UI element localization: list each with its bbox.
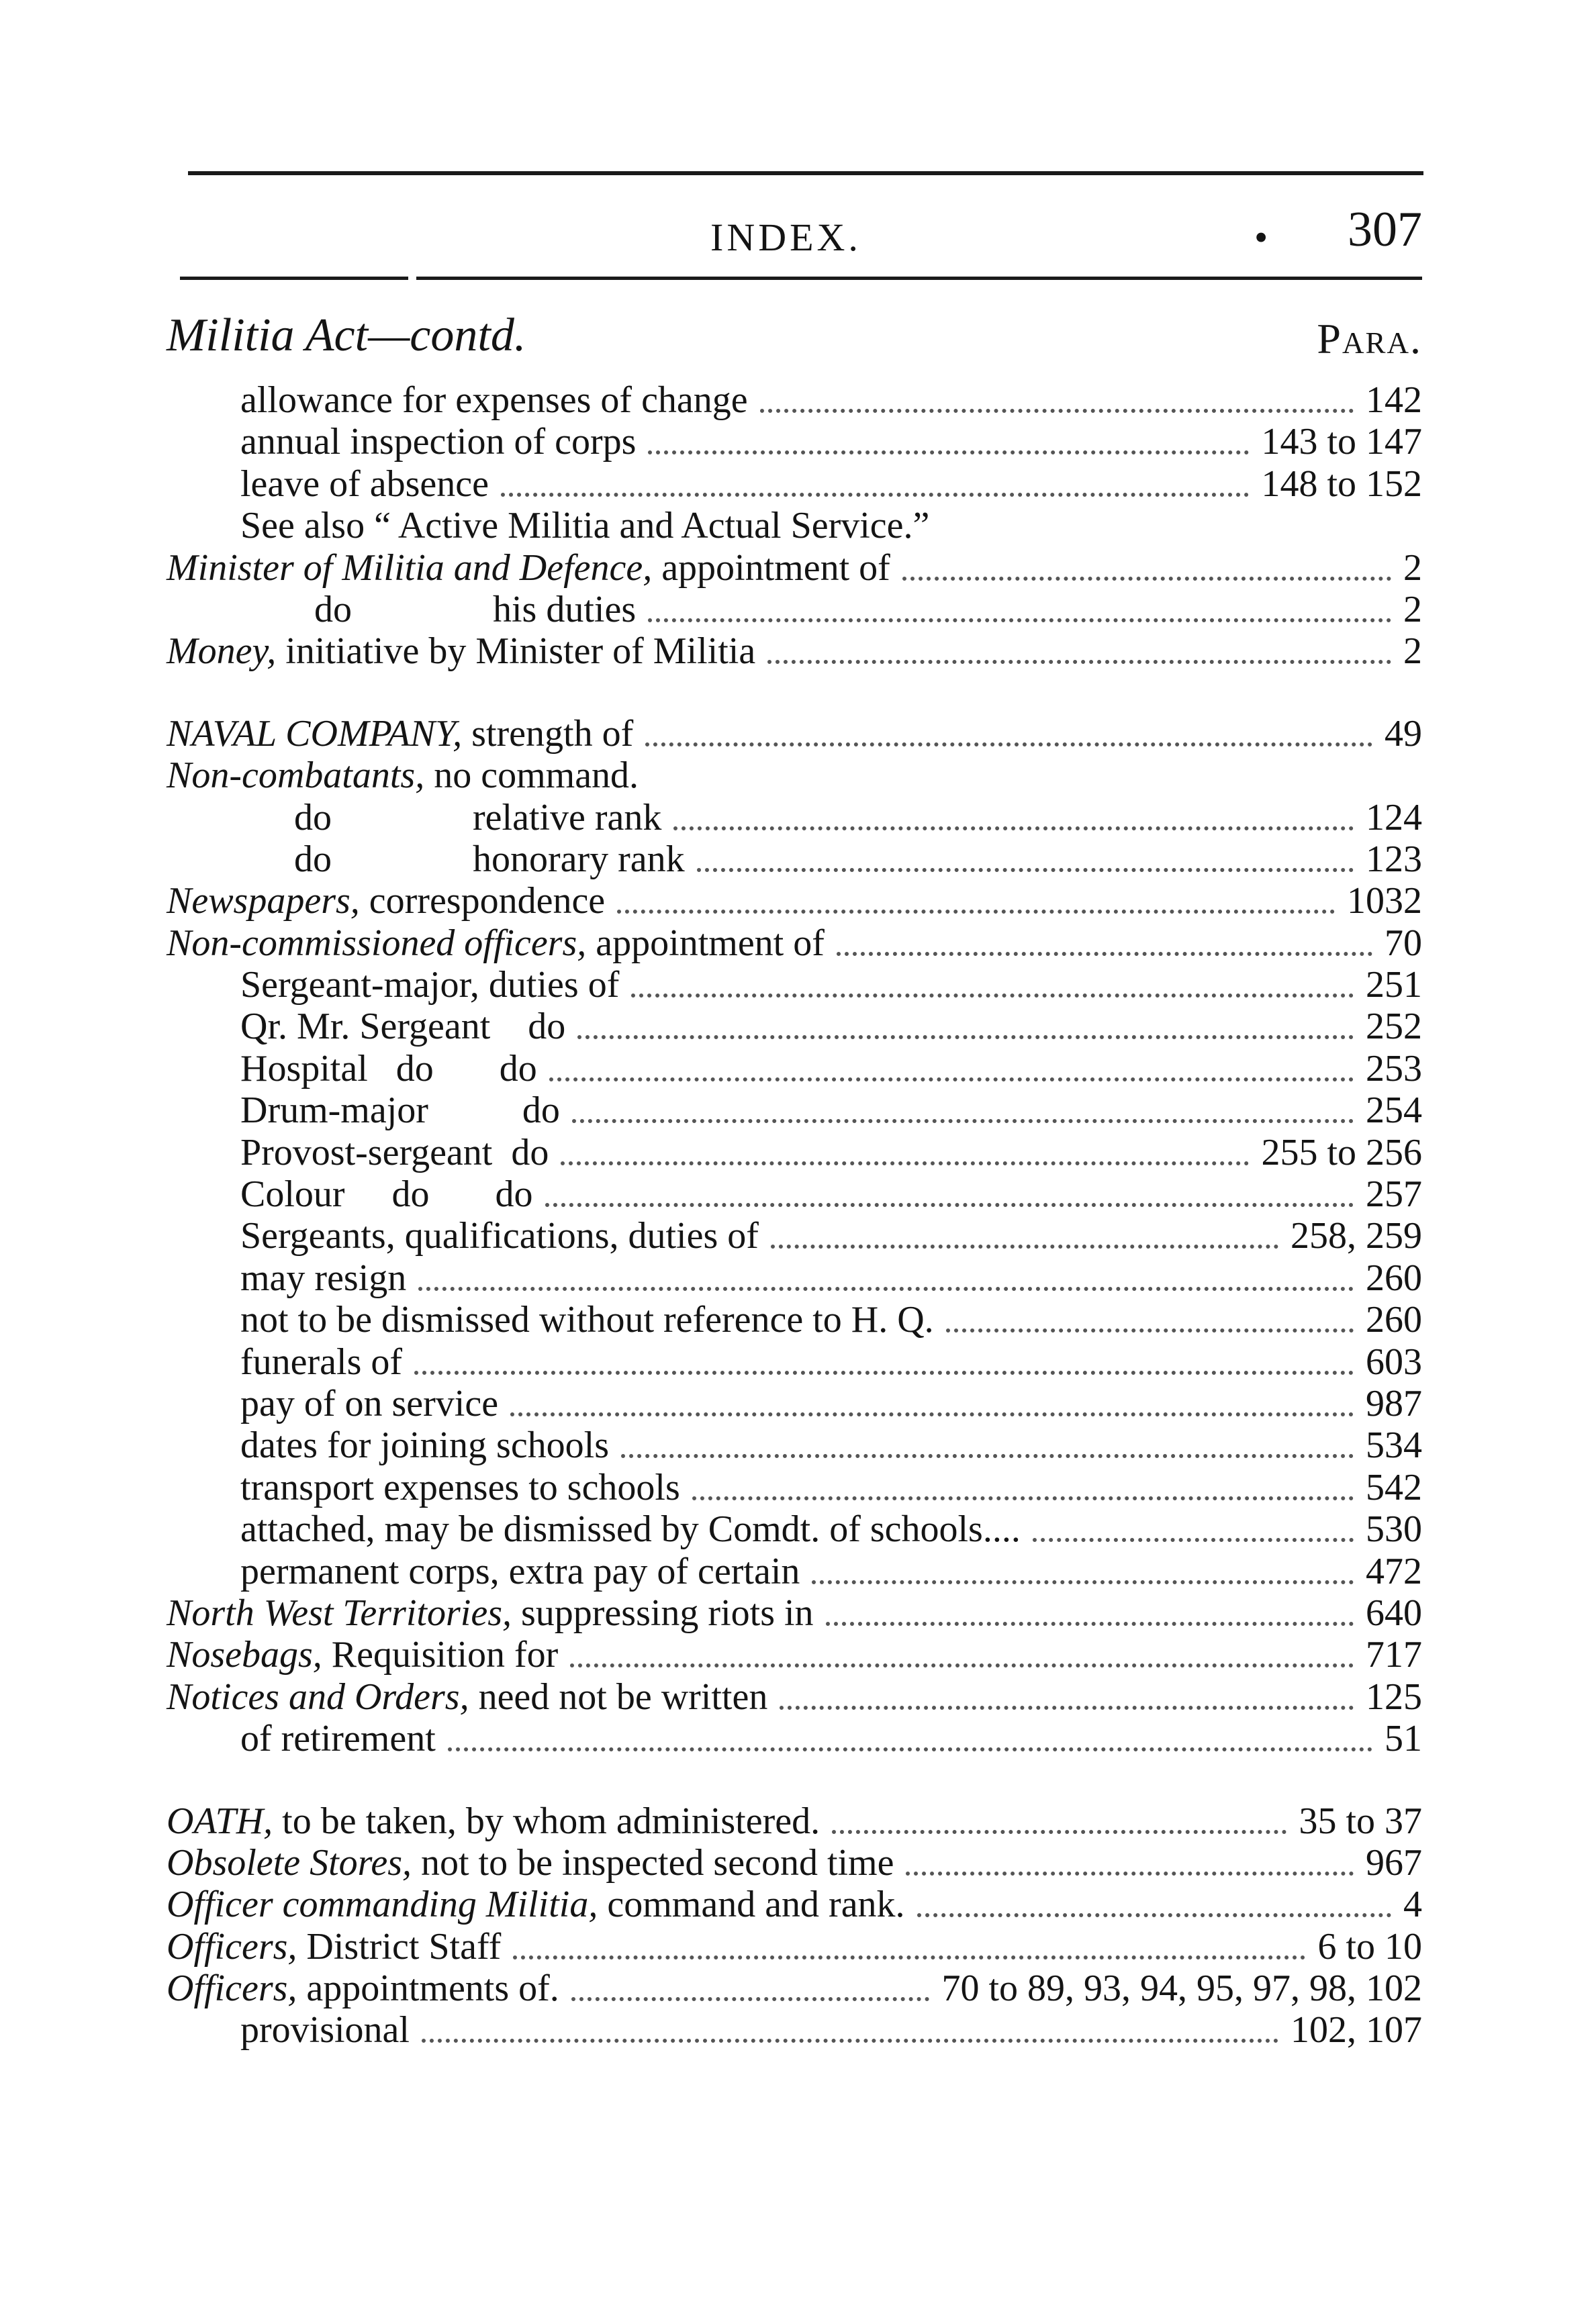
entry-reference: 2 [1403,630,1422,673]
leader-dots [570,1657,1354,1667]
leader-dots [780,1699,1354,1710]
entry-text [240,1383,498,1424]
entry-text [240,379,748,421]
leader-dots [832,1823,1286,1834]
leader-dots [902,570,1391,581]
entry-reference: 2 [1403,588,1422,630]
entry-description: appointment of [652,546,890,589]
entry-text [167,755,639,796]
entry-reference: 530 [1366,1508,1422,1551]
entry-term: Non-commissioned officers, [167,922,587,964]
running-title: INDEX. [710,215,861,259]
entry-text [240,1299,934,1341]
entry-description: Hospital do do [240,1047,537,1090]
leader-dots [917,1906,1391,1917]
entry-description: do relative rank [294,796,662,838]
index-entry [167,1926,1422,1968]
index-entry [167,1676,1422,1718]
leader-dots [545,1196,1354,1207]
leader-dots [571,1990,929,2001]
entry-text [240,964,619,1006]
entry-reference: 254 [1366,1090,1422,1132]
index-entry [167,838,1422,880]
index-entry [167,1551,1422,1592]
entry-description: pay of on service [240,1382,499,1424]
entry-description: Sergeant-major, duties of [240,964,620,1006]
entry-reference: 717 [1366,1634,1422,1676]
entry-text [240,1090,560,1131]
entry-description: transport expenses to schools [240,1466,680,1508]
leader-dots [771,1238,1278,1249]
entry-description: strength of [462,712,634,755]
index-entry [167,1467,1422,1508]
entry-term: Obsolete Stores, [167,1841,412,1884]
entry-description: Sergeants, qualifications, duties of [240,1215,759,1257]
entry-text [167,713,633,755]
leader-dots [549,1071,1354,1081]
entry-description: do honorary rank [294,838,685,880]
entry-reference: 255 to 256 [1261,1131,1422,1173]
entry-description: do his duties [314,588,637,630]
entry-description: need not be written [469,1676,768,1718]
entry-text [294,838,685,880]
entry-text [240,505,929,546]
index-entry [167,2009,1422,2051]
entry-reference: 70 to 89, 93, 94, 95, 97, 98, 102 [941,1968,1422,2010]
entry-reference: 143 to 147 [1261,421,1422,463]
entry-description: of retirement [240,1718,436,1760]
entry-reference: 125 [1366,1676,1422,1718]
entry-description: provisional [240,2009,410,2051]
index-entry [167,1424,1422,1466]
entry-term: Non-combatants, [167,755,425,797]
index-entry [167,1341,1422,1383]
entry-reference: 35 to 37 [1299,1800,1422,1842]
entry-reference: 603 [1366,1341,1422,1383]
entry-term: Officers, [167,1968,297,2010]
entry-description: attached, may be dismissed by Comdt. of schools.... [240,1508,1021,1551]
index-entry [167,379,1422,421]
entry-reference: 534 [1366,1424,1422,1467]
leader-dots [561,1155,1249,1165]
entry-reference: 49 [1385,712,1422,755]
entry-reference: 987 [1366,1382,1422,1424]
header-rule-right [416,277,1422,280]
entry-description: Requisition for [322,1634,559,1676]
index-entry [167,755,1422,796]
leader-dots [812,1573,1354,1584]
index-entry [167,1090,1422,1131]
entry-reference: 102, 107 [1291,2009,1422,2051]
entry-text [167,1676,767,1718]
entry-text [240,1173,533,1215]
entry-reference: 123 [1366,838,1422,880]
leader-dots [906,1865,1354,1876]
entry-text [240,1718,436,1759]
index-entry [167,1132,1422,1173]
entry-description: District Staff [297,1925,502,1968]
leader-dots [648,444,1249,454]
leader-dots [631,987,1354,998]
entry-text [240,1341,402,1383]
index-entry [167,547,1422,589]
header-ornament: • [1254,215,1268,259]
para-column-label: Para. [1317,315,1422,362]
entry-description: dates for joining schools [240,1424,610,1467]
index-entry [167,630,1422,672]
entry-reference: 2 [1403,546,1422,589]
entry-reference: 542 [1366,1466,1422,1508]
leader-dots [837,945,1372,956]
index-entry [167,1173,1422,1215]
index-entry [167,1383,1422,1424]
leader-dots [645,736,1372,746]
entry-reference: 260 [1366,1257,1422,1299]
entry-description: Drum-major do [240,1090,560,1132]
entry-reference: 258, 259 [1291,1215,1422,1257]
entry-description: funerals of [240,1341,403,1383]
index-entry [167,1968,1422,2009]
entry-reference: 252 [1366,1006,1422,1048]
leader-dots [510,1406,1354,1416]
leader-dots [422,2032,1278,2043]
entry-reference: 70 [1385,922,1422,964]
top-rule [188,171,1423,175]
index-entry [167,1257,1422,1299]
index-entry [167,1884,1422,1925]
index-entry [167,421,1422,463]
index-entry [167,1048,1422,1090]
leader-dots [648,612,1391,622]
entry-reference: 260 [1366,1299,1422,1341]
entry-description: not to be dismissed without reference to H. Q. [240,1299,934,1341]
entry-term: Notices and Orders, [167,1676,469,1718]
entry-description: appointment of [586,922,825,964]
index-entry [167,922,1422,964]
leader-dots [418,1280,1354,1291]
index-entry [167,713,1422,755]
entry-reference: 257 [1366,1173,1422,1216]
entry-text [167,880,605,922]
entry-text [167,547,890,589]
entry-text [167,1926,501,1968]
section-title: Militia Act—contd. [167,309,526,361]
entry-description: may resign [240,1257,407,1299]
entry-reference: 253 [1366,1047,1422,1090]
index-entry [167,589,1422,630]
entry-reference: 640 [1366,1592,1422,1634]
entry-reference: 472 [1366,1550,1422,1592]
index-entry [167,1508,1422,1550]
leader-dots [692,1490,1354,1500]
entry-text [167,922,825,964]
index-entry [167,505,1422,546]
entry-reference: 6 to 10 [1317,1925,1422,1968]
entry-reference: 967 [1366,1841,1422,1884]
index-entry [167,797,1422,838]
entry-text [240,2009,410,2051]
leader-dots [826,1615,1354,1626]
entry-description: allowance for expenses of change [240,379,748,421]
entry-reference: 142 [1366,379,1422,421]
entry-text [294,797,661,838]
entry-description: Qr. Mr. Sergeant do [240,1006,566,1048]
entry-term: Nosebags, [167,1634,322,1676]
entry-text [240,1424,609,1466]
leader-dots [617,903,1335,914]
leader-dots [760,402,1354,413]
entry-text [240,1551,800,1592]
entry-text [167,1800,820,1842]
entry-reference: 251 [1366,964,1422,1006]
entry-description: appointments of. [297,1968,559,2010]
leader-dots [513,1949,1305,1959]
index-entry [167,1215,1422,1257]
index-entry [167,1006,1422,1047]
index-entry [167,1718,1422,1759]
entry-term: Newspapers, [167,880,360,922]
section-heading [167,309,1422,369]
index-entry [167,964,1422,1006]
entry-description: See also “ Active Militia and Actual Service.” [240,505,930,547]
entry-reference: 4 [1403,1884,1422,1926]
entry-description: not to be inspected second time [411,1841,894,1884]
entry-description: Provost-sergeant do [240,1131,549,1173]
entry-text [167,630,755,672]
entry-description: suppressing riots in [511,1592,814,1634]
entry-description: leave of absence [240,463,489,505]
entry-reference: 148 to 152 [1261,463,1422,505]
entry-text [167,1884,905,1925]
entry-term: Minister of Militia and Defence, [167,546,653,589]
entry-reference: 1032 [1347,880,1422,922]
leader-dots [621,1447,1354,1458]
leader-dots [572,1112,1354,1123]
entry-description: Colour do do [240,1173,533,1216]
page-header [167,201,1422,275]
entry-text [240,421,636,463]
entry-text [240,1508,1021,1550]
entry-text [240,1257,406,1299]
entry-text [167,1592,814,1634]
leader-dots [448,1741,1372,1751]
leader-dots [414,1364,1354,1375]
entry-text [240,1467,680,1508]
entry-reference: 124 [1366,796,1422,838]
entry-description: command and rank. [598,1884,905,1926]
leader-dots [1033,1531,1354,1542]
entry-description: permanent corps, extra pay of certain [240,1550,800,1592]
index-entry [167,1800,1422,1842]
index-entry [167,1842,1422,1884]
entry-description: no command. [424,755,639,797]
page-number: 307 [1348,202,1422,257]
entry-description: annual inspection of corps [240,421,637,463]
index-entry [167,1592,1422,1634]
entry-description: to be taken, by whom administered. [273,1800,821,1842]
entry-text [167,1842,894,1884]
entry-term: Officers, [167,1925,297,1968]
leader-dots [767,653,1391,664]
index-entry [167,880,1422,922]
leader-dots [673,820,1354,830]
entry-term: NAVAL COMPANY, [167,712,463,755]
entry-term: North West Territories, [167,1592,512,1634]
entry-reference: 51 [1385,1718,1422,1760]
entry-text [240,1132,549,1173]
leader-dots [577,1028,1354,1039]
entry-text [240,1006,565,1047]
header-rule-left [180,277,408,280]
leader-dots [697,861,1354,872]
entry-term: OATH, [167,1800,273,1842]
entry-text [240,1048,537,1090]
entry-text [240,1215,759,1257]
entry-text [240,463,489,505]
entry-text [167,1634,558,1676]
entry-term: Officer commanding Militia, [167,1884,598,1926]
entry-description: initiative by Minister of Militia [276,630,756,673]
entry-description: correspondence [359,880,606,922]
entry-term: Money, [167,630,277,673]
index-entry [167,1634,1422,1676]
index-entry [167,1299,1422,1341]
index-entry [167,463,1422,505]
entry-text [167,1968,559,2009]
leader-dots [946,1322,1354,1333]
index-entries [167,379,1422,2051]
entry-text [314,589,636,630]
leader-dots [501,486,1249,497]
